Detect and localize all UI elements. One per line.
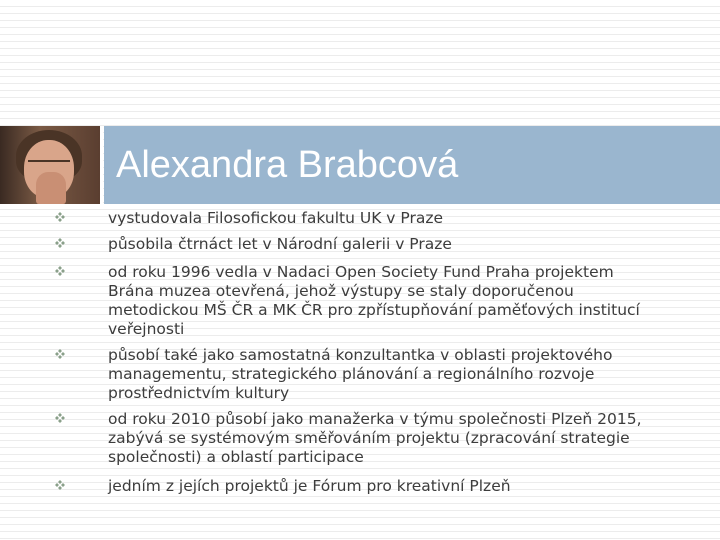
diamond-quad-icon bbox=[55, 480, 65, 490]
bullet-text: působí také jako samostatná konzultantka v oblasti projektového managementu, strategického plánování a regionálního rozvoje prostřednictvím kultury bbox=[108, 346, 613, 402]
bullet-text: od roku 2010 působí jako manažerka v týmu společnosti Plzeň 2015, zabývá se systémovým směřováním projektu (zpracování strategie společnosti) a oblastí participace bbox=[108, 410, 642, 466]
bullet-text: od roku 1996 vedla v Nadaci Open Society Fund Praha projektem Brána muzea otevřená, jehož výstupy se staly doporučenou metodickou MŠ ČR a MK ČR pro zpřístupňování paměťových institucí veřejnosti bbox=[108, 263, 640, 338]
slide-title: Alexandra Brabcová bbox=[116, 144, 459, 186]
diamond-quad-icon bbox=[55, 238, 65, 248]
title-divider bbox=[0, 204, 720, 206]
diamond-quad-icon bbox=[55, 413, 65, 423]
bullet-text: vystudovala Filosofickou fakultu UK v Praze bbox=[108, 209, 443, 227]
bullet-text: působila čtrnáct let v Národní galerii v Praze bbox=[108, 235, 452, 253]
portrait-photo bbox=[0, 126, 103, 204]
bullet-text: jedním z jejích projektů je Fórum pro kreativní Plzeň bbox=[108, 477, 511, 495]
diamond-quad-icon bbox=[55, 266, 65, 276]
diamond-quad-icon bbox=[55, 212, 65, 222]
diamond-quad-icon bbox=[55, 349, 65, 359]
